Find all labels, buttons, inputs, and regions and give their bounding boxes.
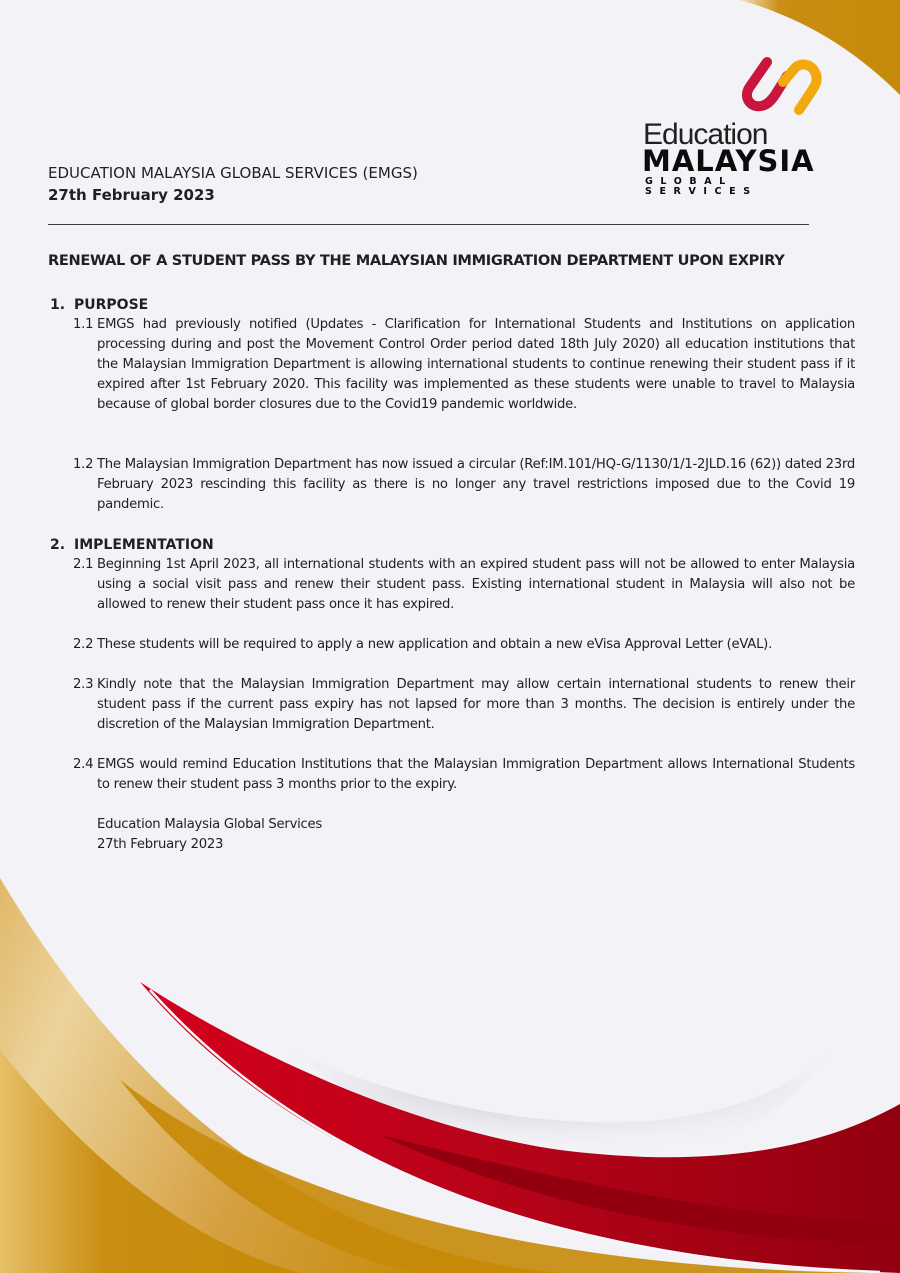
paragraph-number: 2.3 xyxy=(73,677,94,692)
paragraph-text: Kindly note that the Malaysian Immigration Department may allow certain international students to renew their student pass if the current pass expiry has not lapsed for more than 3 months. The decision is entirely under the discretion of the Malaysian Immigration Department. xyxy=(97,677,855,732)
section-heading-purpose xyxy=(50,295,148,315)
emgs-logo xyxy=(640,52,840,197)
paragraph-text: The Malaysian Immigration Department has now issued a circular (Ref:IM.101/HQ-G/1130/1/1-2JLD.16 (62)) dated 23rd February 2023 rescinding this facility as there is no longer any travel restrictions imposed due to the Covid 19 pandemic. xyxy=(97,457,855,512)
paragraph-2-1 xyxy=(73,555,855,615)
header-organization: EDUCATION MALAYSIA GLOBAL SERVICES (EMGS) xyxy=(48,164,418,182)
section-number: 1. xyxy=(50,297,66,313)
header-date: 27th February 2023 xyxy=(48,186,215,204)
logo-text-global-services: GLOBAL SERVICES xyxy=(645,176,758,197)
paragraph-1-2 xyxy=(73,455,855,515)
paragraph-number: 1.2 xyxy=(73,457,94,472)
section-title: IMPLEMENTATION xyxy=(74,537,214,553)
document-title: RENEWAL OF A STUDENT PASS BY THE MALAYSIAN IMMIGRATION DEPARTMENT UPON EXPIRY xyxy=(48,252,785,269)
paragraph-number: 2.1 xyxy=(73,557,94,572)
paragraph-1-1 xyxy=(73,315,855,415)
paragraph-2-3 xyxy=(73,675,855,735)
signature-date: 27th February 2023 xyxy=(97,837,224,852)
paragraph-text: Beginning 1st April 2023, all international students with an expired student pass will not be allowed to enter Malaysia using a social visit pass and renew their student pass. Existing international student in Malaysia will also not be allowed to renew their student pass once it has expired. xyxy=(97,557,855,612)
section-heading-implementation xyxy=(50,535,214,555)
logo-text-education: Education xyxy=(643,118,768,151)
paragraph-number: 1.1 xyxy=(73,317,94,332)
section-number: 2. xyxy=(50,537,66,553)
header-divider xyxy=(48,224,809,225)
paragraph-text: EMGS would remind Education Institutions that the Malaysian Immigration Department allows International Students to renew their student pass 3 months prior to the expiry. xyxy=(97,757,855,792)
section-title: PURPOSE xyxy=(74,297,149,313)
paragraph-text: These students will be required to apply a new application and obtain a new eVisa Approval Letter (eVAL). xyxy=(97,637,773,652)
paragraph-2-2 xyxy=(73,635,855,655)
logo-text-malaysia: MALAYSIA xyxy=(642,144,815,178)
signature-organization: Education Malaysia Global Services xyxy=(97,817,323,832)
paragraph-number: 2.2 xyxy=(73,637,94,652)
paragraph-text: EMGS had previously notified (Updates - Clarification for International Students and Institutions on application processing during and post the Movement Control Order period dated 18th July 2020) all education institutions that the Malaysian Immigration Department is allowing international students to continue renewing their student pass if it expired after 1st February 2020. This facility was implemented as these students were unable to travel to Malaysia because of global border closures due to the Covid19 pandemic worldwide. xyxy=(97,317,855,412)
paragraph-2-4 xyxy=(73,755,855,795)
paragraph-number: 2.4 xyxy=(73,757,94,772)
